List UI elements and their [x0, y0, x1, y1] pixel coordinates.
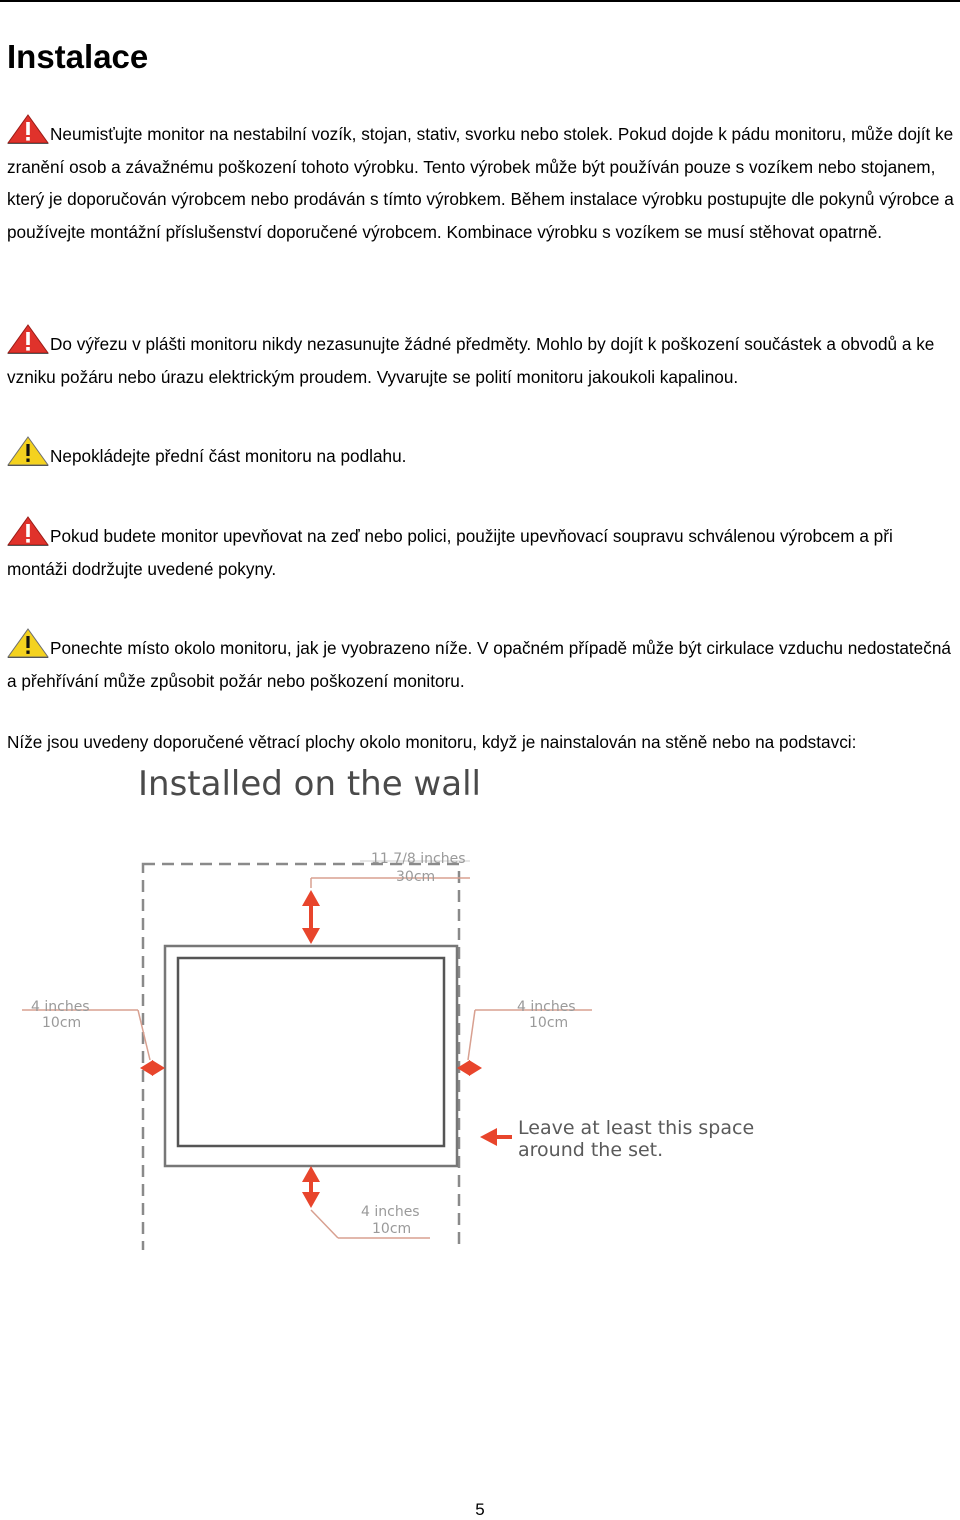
- red-warning-icon: [7, 324, 49, 354]
- bottom-label-inches: 4 inches: [361, 1204, 420, 1220]
- monitor-screen: [178, 958, 444, 1146]
- right-clearance-arrow: [457, 1060, 482, 1076]
- page-title: Instalace: [7, 38, 149, 75]
- paragraph-text: Pokud budete monitor upevňovat na zeď nebo polici, použijte upevňovací soupravu schválenou výrobcem a při montáži dodržujte uvedené pokyny.: [7, 526, 893, 579]
- red-warning-icon: [7, 516, 49, 546]
- top-clearance-arrow: [302, 890, 320, 944]
- paragraph-text: Neumisťujte monitor na nestabilní vozík, stojan, stativ, svorku nebo stolek. Pokud dojde k pádu monitoru, může dojít ke zranění osob a závažnému poškození tohoto výrobku. Tento výrobek může být používán pouze s vozíkem nebo stojanem, který je doporučován výrobcem nebo prodáván s tímto výrobkem. Během instalace výrobku postupujte dle pokynů výrobce a používejte montážní příslušenství doporučené výrobcem. Kombinace výrobku s vozíkem se musí stěhovat opatrně.: [7, 124, 954, 242]
- ventilation-diagram: [0, 760, 960, 1250]
- page-number: 5: [475, 1500, 485, 1519]
- right-label-inches: 4 inches: [517, 999, 576, 1015]
- intro-paragraph: Níže jsou uvedeny doporučené větrací plochy okolo monitoru, když je nainstalován na stěně nebo na podstavci:: [7, 732, 857, 752]
- left-label-inches: 4 inches: [31, 999, 90, 1015]
- paragraph-text: Nepokládejte přední část monitoru na podlahu.: [50, 446, 407, 466]
- bottom-label-cm: 10cm: [372, 1221, 412, 1237]
- diagram-title: Installed on the wall: [138, 764, 481, 804]
- yellow-warning-icon: [7, 628, 49, 658]
- right-label-cm: 10cm: [529, 1015, 569, 1031]
- note-line-1: Leave at least this space: [518, 1117, 755, 1139]
- red-warning-icon: [7, 114, 49, 144]
- warning-paragraph-3: [7, 436, 957, 473]
- note-arrow: [480, 1128, 512, 1146]
- warning-paragraph-5: [7, 628, 957, 697]
- left-label-cm: 10cm: [42, 1015, 82, 1031]
- warning-paragraph-2: [7, 324, 957, 393]
- top-label-inches: 11 7/8 inches: [371, 851, 466, 867]
- note-line-2: around the set.: [518, 1139, 664, 1161]
- bottom-clearance-arrow: [302, 1166, 320, 1208]
- yellow-warning-icon: [7, 436, 49, 466]
- warning-paragraph-1: [7, 114, 957, 248]
- top-rule: [0, 0, 960, 2]
- warning-paragraph-4: [7, 516, 957, 585]
- top-label-cm: 30cm: [396, 869, 436, 885]
- paragraph-text: Ponechte místo okolo monitoru, jak je vyobrazeno níže. V opačném případě může být cirkulace vzduchu nedostatečná a přehřívání může způsobit požár nebo poškození monitoru.: [7, 638, 951, 691]
- paragraph-text: Do výřezu v plášti monitoru nikdy nezasunujte žádné předměty. Mohlo by dojít k poškození součástek a obvodů a ke vzniku požáru nebo úrazu elektrickým proudem. Vyvarujte se polití monitoru jakoukoli kapalinou.: [7, 334, 935, 387]
